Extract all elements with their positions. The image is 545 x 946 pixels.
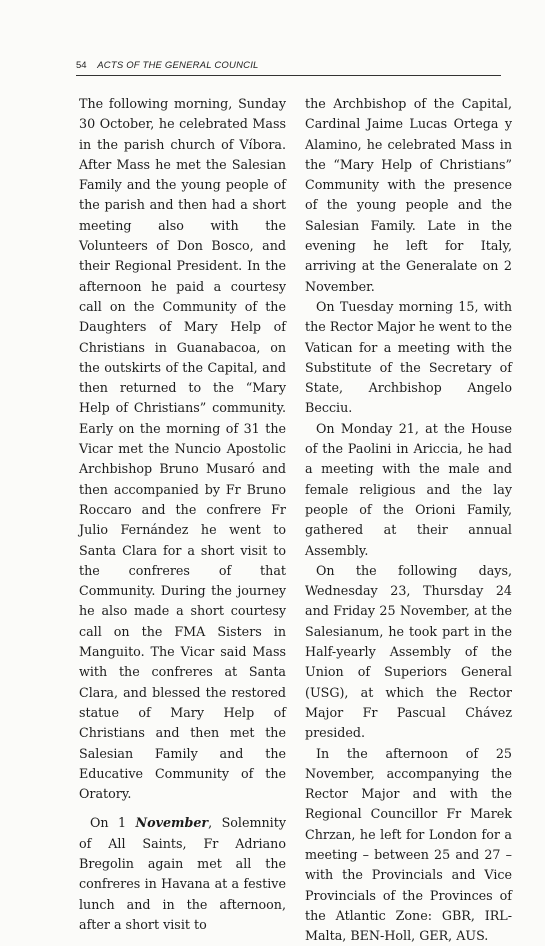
left-paragraph-2-prefix: On 1 bbox=[90, 815, 136, 830]
left-paragraph-2-rest: , Solemnity of All Saints, Fr Adriano Bregolin again met all the confreres in Havana at a festive lunch and in the afternoon, after a short visit to bbox=[79, 815, 286, 931]
header-rule bbox=[76, 75, 501, 76]
right-paragraph-2: On Tuesday morning 15, with the Rector Major he went to the Vatican for a meeting with the Substitute of the Secretary of State, Archbishop Angelo Becciu. bbox=[305, 297, 512, 419]
month-emphasis: November bbox=[136, 815, 209, 830]
right-column bbox=[305, 94, 512, 946]
right-paragraph-3: On Monday 21, at the House of the Paolini in Ariccia, he had a meeting with the male and female religious and the lay people of the Orioni Family, gathered at their annual Assembly. bbox=[305, 419, 512, 561]
right-paragraph-5: In the afternoon of 25 November, accompanying the Rector Major and with the Regional Councillor Fr Marek Chrzan, he left for London for a meeting – between 25 and 27 – with the Provincials and Vice Provincials of the Provinces of the Atlantic Zone: GBR, IRL-Malta, BEN-Holl, GER, AUS. bbox=[305, 744, 512, 946]
page-number: 54 bbox=[76, 60, 87, 71]
right-paragraph-1: the Archbishop of the Capital, Cardinal Jaime Lucas Ortega y Alamino, he celebrated Mass in the “Mary Help of Christians” Community with the presence of the young people and the Salesian Family. Late in the evening he left for Italy, arriving at the Generalate on 2 November. bbox=[305, 94, 512, 297]
section-title: ACTS OF THE GENERAL COUNCIL bbox=[97, 60, 258, 71]
left-paragraph-2 bbox=[79, 813, 286, 935]
right-paragraph-4: On the following days, Wednesday 23, Thursday 24 and Friday 25 November, at the Salesianum, he took part in the Half-yearly Assembly of the Union of Superiors General (USG), at which the Rector Major Fr Pascual Chávez presided. bbox=[305, 561, 512, 744]
left-paragraph-1: The following morning, Sunday 30 October, he celebrated Mass in the parish church of Víbora. After Mass he met the Salesian Family and the young people of the parish and then had a short meeting also with the Volunteers of Don Bosco, and their Regional President. In the afternoon he paid a courtesy call on the Community of the Daughters of Mary Help of Christians in Guanabacoa, on the outskirts of the Capital, and then returned to the “Mary Help of Christians” community. Early on the morning of 31 the Vicar met the Nuncio Apostolic Archbishop Bruno Musaró and then accompanied by Fr Bruno Roccaro and the confrere Fr Julio Fernández he went to Santa Clara for a short visit to the confreres of that Community. During the journey he also made a short courtesy call on the FMA Sisters in Manguito. The Vicar said Mass with the confreres at Santa Clara, and blessed the restored statue of Mary Help of Christians and then met the Salesian Family and the Educative Community of the Oratory. bbox=[79, 94, 286, 804]
left-column bbox=[79, 94, 286, 935]
running-head bbox=[76, 60, 501, 74]
